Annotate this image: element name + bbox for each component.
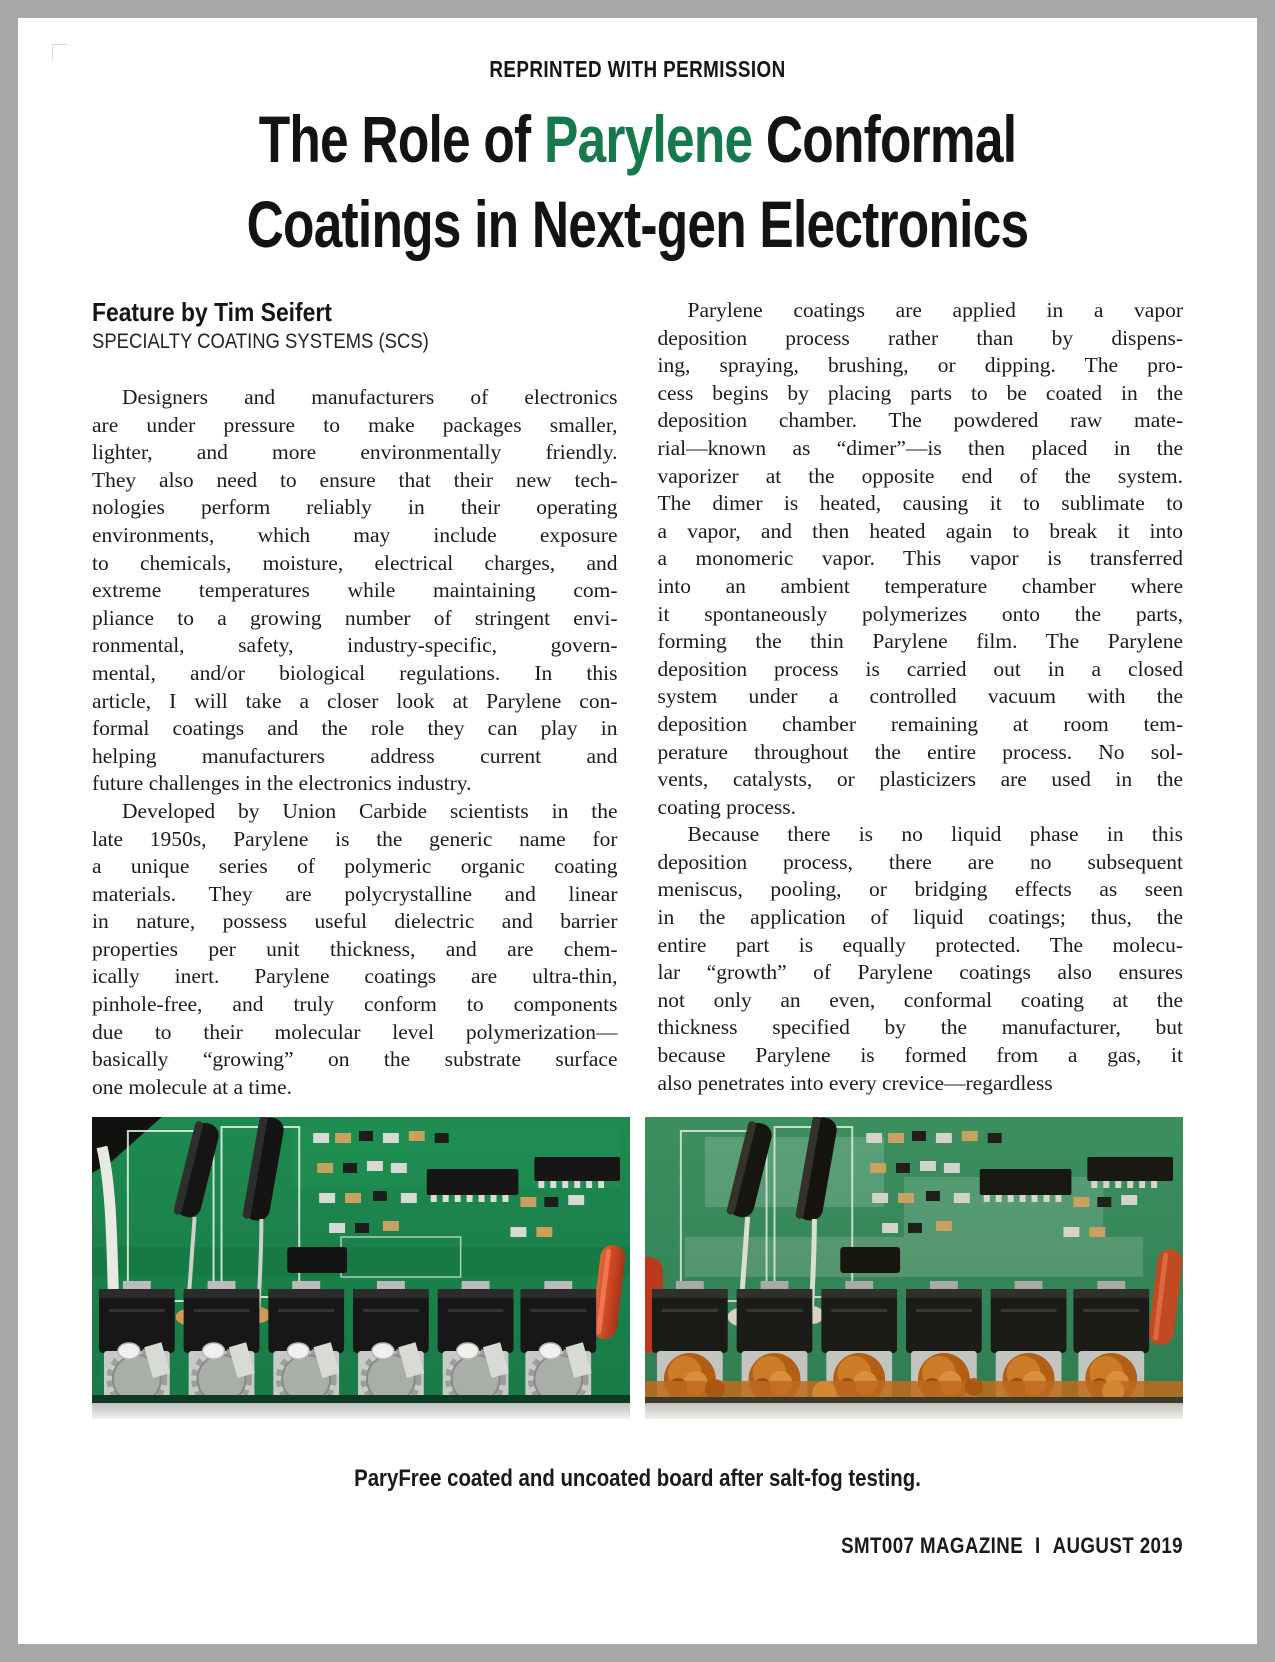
body-text-line: late 1950s, Parylene is the generic name for: [92, 826, 618, 851]
left-column: [92, 297, 618, 1101]
body-text-line: because Parylene is formed from a gas, it: [657, 1043, 1183, 1068]
body-text-line: materials. They are polycrystalline and linear: [92, 881, 618, 906]
body-text-line: Parylene coatings are applied in a vapor: [687, 298, 1183, 322]
figure-caption: ParyFree coated and uncoated board after salt-fog testing.: [354, 1465, 921, 1493]
right-column-text: [658, 297, 1184, 1097]
body-text-line: entire part is equally protected. The molecu-: [657, 932, 1183, 957]
title-highlight-parylene: Parylene: [543, 102, 753, 176]
body-text-line: perature throughout the entire process. No sol-: [657, 739, 1183, 764]
body-text-line: vaporizer at the opposite end of the system.: [657, 463, 1183, 488]
left-column-text: [92, 384, 618, 1101]
body-text-line: also penetrates into every crevice—regardless: [657, 1070, 1053, 1095]
title-text: The Role of: [258, 102, 544, 176]
reprint-notice: REPRINTED WITH PERMISSION: [489, 56, 786, 82]
body-text-line: deposition process is carried out in a closed: [657, 656, 1183, 681]
body-text-line: deposition process, there are no subsequent: [657, 849, 1183, 874]
footer-date: AUGUST 2019: [1052, 1533, 1183, 1559]
paragraph: [658, 297, 1184, 821]
body-text-line: mental, and/or biological regulations. In this: [92, 660, 618, 685]
body-text-line: to chemicals, moisture, electrical charges, and: [92, 550, 618, 575]
figure-photos: [92, 1117, 1183, 1419]
body-text-line: in nature, possess useful dielectric and barrier: [92, 909, 618, 934]
body-text-line: Because there is no liquid phase in this: [687, 822, 1183, 847]
body-text-line: a unique series of polymeric organic coating: [92, 854, 618, 879]
body-text-line: deposition chamber. The powdered raw mate-: [657, 408, 1183, 433]
body-text-line: deposition chamber remaining at room tem-: [657, 711, 1183, 736]
body-text-line: ing, spraying, brushing, or dipping. The pro-: [657, 353, 1183, 378]
body-text-line: nologies perform reliably in their operating: [92, 495, 618, 520]
body-text-line: cess begins by placing parts to be coated in the: [657, 380, 1183, 405]
body-text-line: it spontaneously polymerizes onto the parts,: [657, 601, 1183, 626]
article-title: [92, 97, 1183, 267]
footer-separator: I: [1035, 1533, 1041, 1559]
pcb-corroded-illustration: [645, 1117, 1183, 1419]
body-text-line: into an ambient temperature chamber where: [657, 573, 1183, 598]
body-text-line: lar “growth” of Parylene coatings also ensures: [657, 960, 1183, 985]
body-text-line: They also need to ensure that their new tech-: [92, 467, 618, 492]
body-text-line: thickness specified by the manufacturer, but: [657, 1015, 1183, 1040]
body-text-line: Developed by Union Carbide scientists in the: [122, 798, 618, 823]
byline: Feature by Tim Seifert: [92, 297, 332, 327]
body-text-line: lighter, and more environmentally friendly.: [92, 440, 618, 465]
paragraph: [92, 384, 618, 798]
body-text-line: in the application of liquid coatings; thus, the: [657, 905, 1183, 930]
body-text-line: a monomeric vapor. This vapor is transferred: [657, 546, 1183, 571]
body-text-line: are under pressure to make packages smaller,: [92, 412, 618, 437]
footer-magazine: SMT007 MAGAZINE: [841, 1533, 1024, 1559]
body-text-line: rial—known as “dimer”—is then placed in the: [657, 435, 1183, 460]
body-text-line: a vapor, and then heated again to break it into: [657, 518, 1183, 543]
body-text-line: helping manufacturers address current and: [92, 743, 618, 768]
body-text-line: properties per unit thickness, and are chem-: [92, 936, 618, 961]
body-text-line: coating process.: [657, 794, 797, 819]
article-title-line2: Coatings in Next-gen Electronics: [246, 187, 1029, 261]
paragraph: [658, 821, 1184, 1097]
body-text-line: ically inert. Parylene coatings are ultra-thin,: [92, 964, 618, 989]
article-body: [92, 297, 1183, 1101]
body-text-line: system under a controlled vacuum with the: [657, 684, 1183, 709]
magazine-page: [18, 18, 1257, 1644]
right-column: [658, 297, 1184, 1101]
body-text-line: The dimer is heated, causing it to sublimate to: [657, 491, 1183, 516]
body-text-line: ronmental, safety, industry-specific, govern-: [92, 633, 618, 658]
pcb-photo-coated: [92, 1117, 630, 1419]
paragraph: [92, 798, 618, 1102]
pcb-coated-illustration: [92, 1117, 630, 1419]
body-text-line: pinhole-free, and truly conform to components: [92, 992, 618, 1017]
body-text-line: extreme temperatures while maintaining com-: [92, 578, 618, 603]
body-text-line: one molecule at a time.: [92, 1074, 292, 1099]
title-text: Conformal: [752, 102, 1017, 176]
body-text-line: article, I will take a closer look at Parylene con-: [92, 688, 618, 713]
body-text-line: future challenges in the electronics industry.: [92, 771, 472, 796]
body-text-line: meniscus, pooling, or bridging effects as seen: [657, 877, 1183, 902]
body-text-line: environments, which may include exposure: [92, 522, 618, 547]
body-text-line: deposition process rather than by dispens-: [657, 325, 1183, 350]
body-text-line: formal coatings and the role they can play in: [92, 716, 618, 741]
body-text-line: pliance to a growing number of stringent envi-: [92, 605, 618, 630]
body-text-line: not only an even, conformal coating at the: [657, 987, 1183, 1012]
author-organization: SPECIALTY COATING SYSTEMS (SCS): [92, 330, 429, 353]
page-footer: [256, 1533, 1183, 1559]
article-title-line1: [212, 97, 1063, 182]
body-text-line: Designers and manufacturers of electronics: [122, 385, 618, 409]
body-text-line: forming the thin Parylene film. The Parylene: [657, 629, 1183, 654]
pcb-photo-corroded: [645, 1117, 1183, 1419]
crop-mark: [52, 44, 67, 59]
body-text-line: due to their molecular level polymerization—: [92, 1019, 618, 1044]
body-text-line: vents, catalysts, or plasticizers are used in the: [657, 767, 1183, 792]
body-text-line: basically “growing” on the substrate surface: [92, 1047, 618, 1072]
